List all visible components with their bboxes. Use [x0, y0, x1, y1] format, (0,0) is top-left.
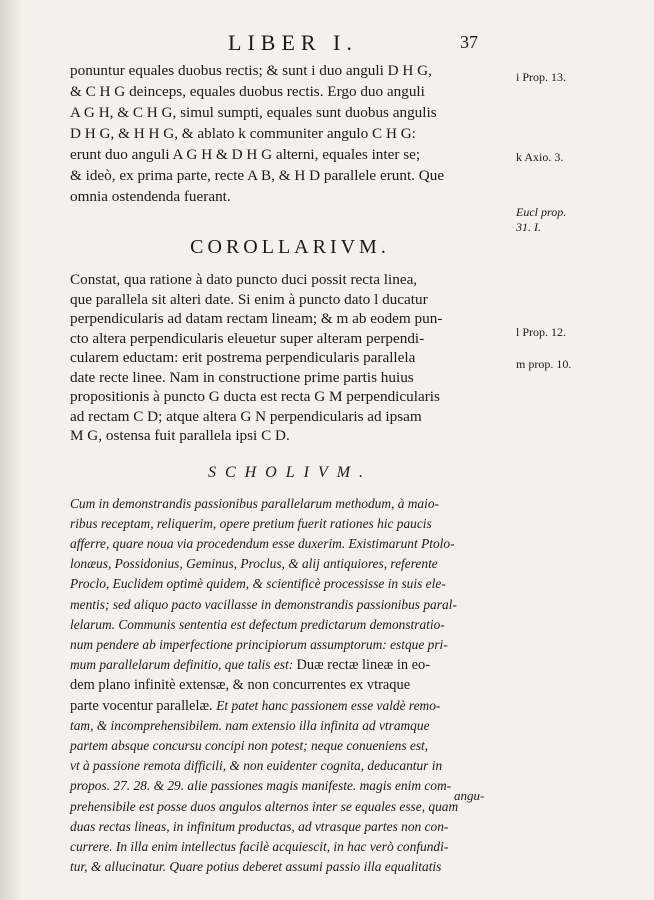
- text-segment: tur, & allucinatur. Quare potius deberet assumi passio illa equalitatis: [70, 859, 442, 875]
- margin-note: [516, 70, 566, 85]
- main-text-column: [70, 60, 510, 877]
- text-line: [70, 554, 510, 574]
- text-segment: vt à passione remota difficili, & non euidenter cognita, deducantur in: [70, 758, 443, 774]
- margin-note: [516, 325, 566, 340]
- paragraph-corollary: [70, 270, 510, 446]
- text-segment: parte vocentur parallelæ.: [70, 697, 217, 714]
- margin-note: [516, 205, 566, 235]
- text-line: [70, 574, 510, 594]
- text-line: [70, 736, 510, 756]
- margin-note-line: m prop. 10.: [516, 357, 572, 371]
- running-head: [0, 28, 654, 58]
- text-line: cularem eductam: erit postrema perpendicularis parallela: [70, 349, 416, 366]
- text-segment: lelarum. Communis sententia est defectum predictarum demonstratio-: [70, 616, 445, 632]
- text-line: & ideò, ex prima parte, recte A B, & H D parallele erunt. Que: [70, 167, 445, 184]
- text-line: A G H, & C H G, simul sumpti, equales sunt duobus angulis: [70, 104, 437, 121]
- text-line: Constat, qua ratione à dato puncto duci possit recta linea,: [70, 271, 418, 288]
- text-line: perpendicularis ad datam rectam lineam; & m ab eodem pun-: [70, 310, 443, 327]
- text-segment: prehensibile est posse duos angulos alternos inter se equales esse, quam: [70, 798, 459, 814]
- text-segment: tam, & incomprehensibilem. nam extensio illa infinita ad vtramque: [70, 717, 430, 733]
- margin-note-line: l Prop. 12.: [516, 325, 567, 339]
- page-number: 37: [460, 32, 478, 52]
- text-line: [70, 696, 510, 716]
- margin-note: [516, 357, 571, 372]
- text-line: [70, 797, 510, 817]
- corollary-heading: COROLLARIVM.: [190, 236, 390, 258]
- text-segment: Duæ rectæ lineæ in eo-: [296, 657, 431, 674]
- margin-note: [516, 150, 563, 165]
- text-line: M G, ostensa fuit parallela ipsi C D.: [70, 427, 290, 444]
- text-segment: Et patet hanc passionem esse valdè remo-: [216, 697, 441, 713]
- margin-note-line: Eucl prop.: [516, 205, 567, 219]
- text-line: date recte linee. Nam in constructione prime partis huius: [70, 368, 414, 386]
- text-segment: currere. In illa enim intellectus facilè acquiescit, in hac verò confundi-: [70, 838, 449, 854]
- text-line: ponuntur equales duobus rectis; & sunt i duo anguli D H G,: [70, 62, 432, 79]
- text-segment: dem plano infinitè extensæ, & non concurrentes ex vtraque: [70, 677, 411, 694]
- text-line: [70, 655, 510, 675]
- text-line: [70, 675, 510, 695]
- text-segment: Proclo, Euclidem optimè quidem, & scientificè processisse in suis ele-: [70, 576, 446, 592]
- text-line: [70, 514, 510, 534]
- text-segment: mum parallelarum definitio, que talis est:: [70, 657, 297, 673]
- text-line: erunt duo anguli A G H & D H G alterni, equales inter se;: [70, 146, 421, 163]
- text-line: [70, 716, 510, 736]
- margin-note-line: 31. I.: [516, 220, 541, 234]
- scholium-heading: SCHOLIVM.: [207, 463, 373, 481]
- text-line: [70, 756, 510, 776]
- text-line: [70, 595, 510, 615]
- text-line: propositionis à puncto G ducta est recta G M perpendicularis: [70, 388, 440, 405]
- paragraph-scholium: [70, 494, 510, 878]
- text-line: [70, 494, 510, 514]
- text-line: cto altera perpendicularis eleuetur super alteram perpendi-: [70, 329, 425, 347]
- text-line: [70, 534, 510, 554]
- text-segment: propos. 27. 28. & 29. alie passiones magis manifeste. magis enim com-: [70, 778, 452, 794]
- text-segment: Cum in demonstrandis passionibus parallelarum methodum, à maio-: [70, 495, 439, 511]
- text-line: [70, 776, 510, 796]
- text-line: & C H G deinceps, equales duobus rectis. Ergo duo anguli: [70, 83, 425, 100]
- running-head-title: LIBER I.: [228, 30, 358, 55]
- text-segment: lonæus, Possidonius, Geminus, Proclus, & alij antiquiores, referente: [70, 556, 438, 572]
- text-segment: partem absque concursu concipi non potest; neque conueniens est,: [70, 737, 429, 753]
- text-line: omnia ostendenda fuerant.: [70, 188, 231, 205]
- margin-note-line: k Axio. 3.: [516, 150, 564, 164]
- margin-note-line: i Prop. 13.: [516, 70, 567, 84]
- text-segment: afferre, quare noua via procedendum esse duxerim. Existimarunt Ptolo-: [70, 535, 455, 551]
- text-line: [70, 857, 510, 877]
- catchword: angu-: [454, 788, 485, 803]
- paragraph-proof-conclusion: [70, 60, 510, 207]
- text-segment: ribus receptam, reliquerim, opere pretium fuerit rationes hic paucis: [70, 515, 432, 531]
- text-line: [70, 837, 510, 857]
- page-gutter-shadow: [0, 0, 22, 900]
- text-line: [70, 615, 510, 635]
- text-segment: duas rectas lineas, in infinitum productas, ad vtrasque partes non con-: [70, 818, 449, 834]
- text-line: que parallela sit alteri date. Si enim à puncto dato l ducatur: [70, 290, 428, 308]
- text-line: [70, 635, 510, 655]
- text-segment: num pendere ab imperfectione principiorum assumptorum: estque pri-: [70, 636, 448, 652]
- text-segment: mentis; sed aliquo pacto vacillasse in demonstrandis passionibus paral-: [70, 596, 457, 612]
- text-line: ad rectam C D; atque altera G N perpendicularis ad ipsam: [70, 407, 422, 425]
- text-line: D H G, & H H G, & ablato k communiter angulo C H G:: [70, 125, 416, 142]
- text-line: [70, 817, 510, 837]
